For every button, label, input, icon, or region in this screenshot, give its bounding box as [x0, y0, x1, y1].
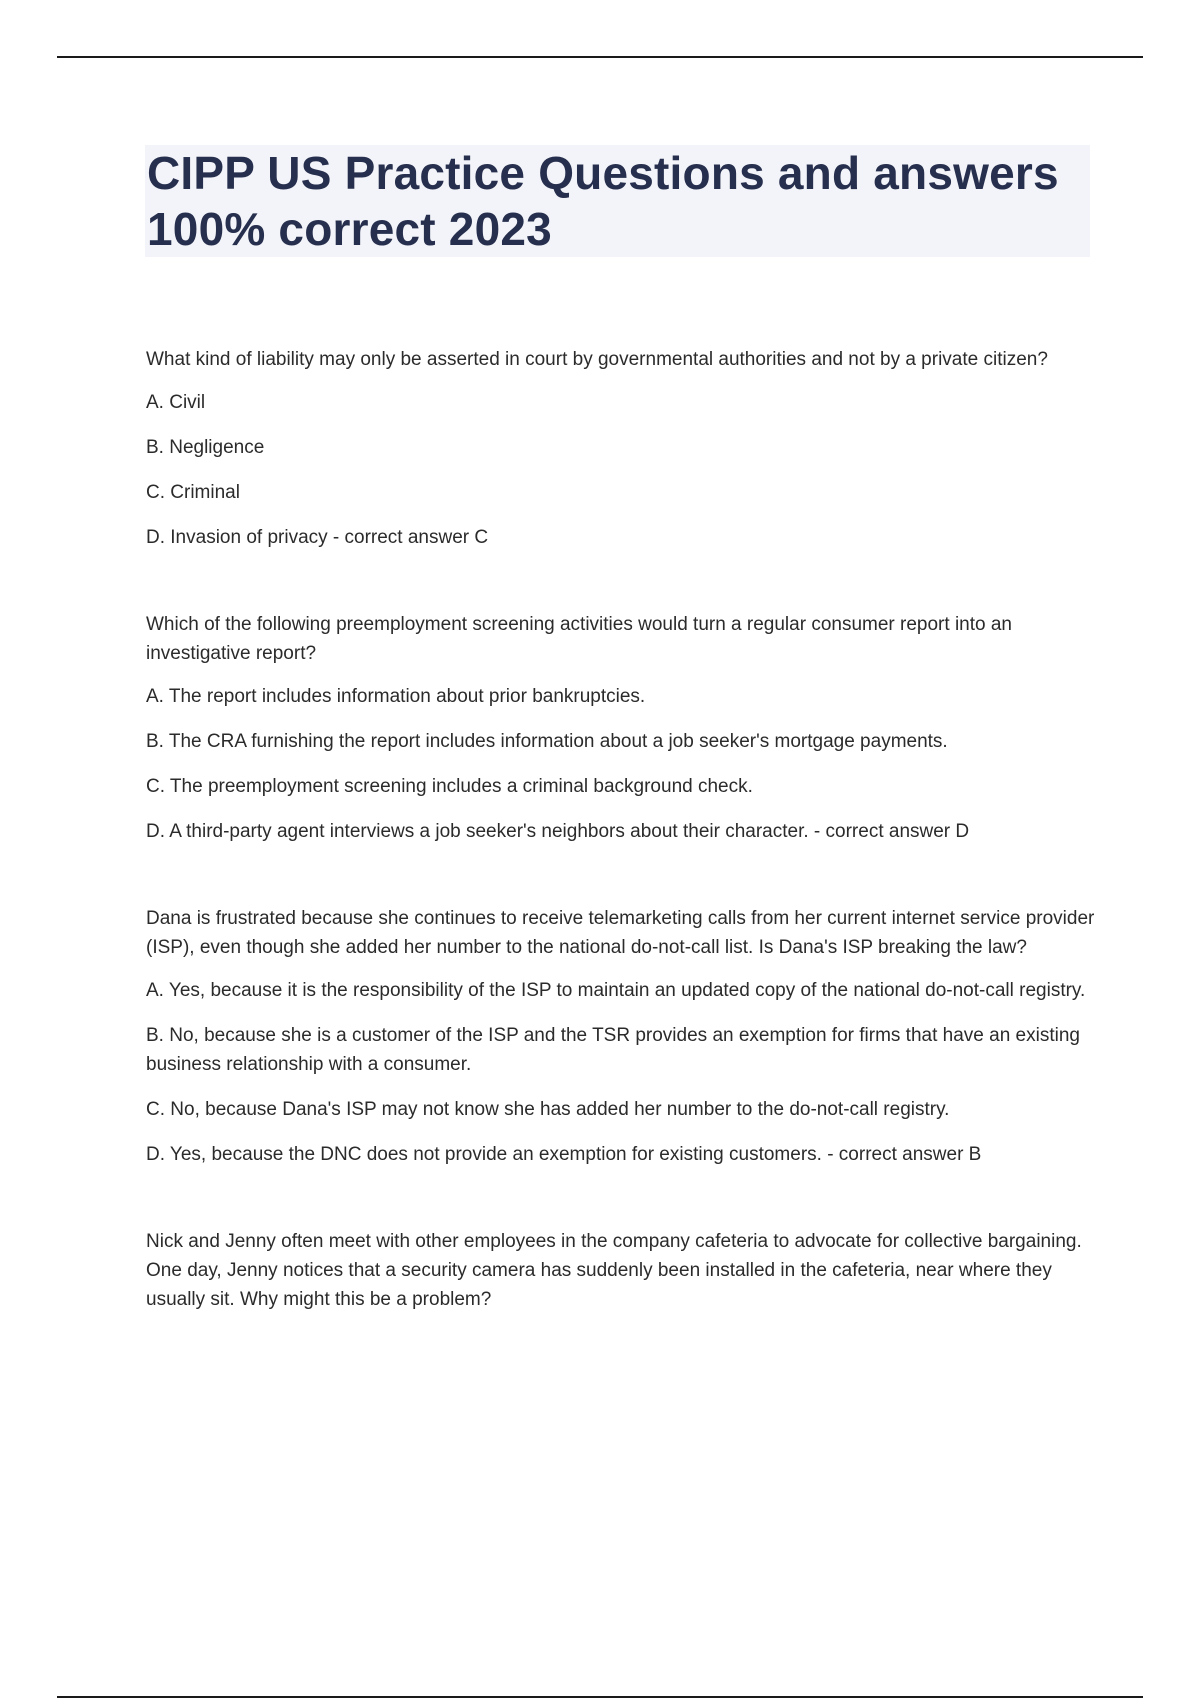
answer-option: A. The report includes information about prior bankruptcies.: [146, 686, 646, 707]
question-block-4: [146, 1227, 1096, 1314]
question-text: Which of the following preemployment screening activities would turn a regular consumer report into an investigative report?: [146, 614, 1012, 664]
answer-option: C. No, because Dana's ISP may not know she has added her number to the do-not-call registry.: [146, 1099, 950, 1120]
answer-option: B. The CRA furnishing the report includes information about a job seeker's mortgage payments.: [146, 731, 948, 752]
answer-option: B. No, because she is a customer of the ISP and the TSR provides an exemption for firms that have an existing business relationship with a consumer.: [146, 1025, 1080, 1075]
answer-option: A. Yes, because it is the responsibility of the ISP to maintain an updated copy of the national do-not-call registry.: [146, 980, 1086, 1001]
question-list: [146, 345, 1096, 1372]
answer-option: C. The preemployment screening includes a criminal background check.: [146, 776, 753, 797]
answer-option: B. Negligence: [146, 437, 265, 458]
answer-option: D. A third-party agent interviews a job seeker's neighbors about their character. - correct answer D: [146, 821, 970, 842]
answer-option: D. Yes, because the DNC does not provide an exemption for existing customers. - correct answer B: [146, 1144, 982, 1165]
bottom-rule: [57, 1696, 1143, 1698]
question-text: Nick and Jenny often meet with other employees in the company cafeteria to advocate for collective bargaining. One day, Jenny notices that a security camera has suddenly been installed in the cafeteria, near where they usually sit. Why might this be a problem?: [146, 1231, 1082, 1310]
question-block-3: [146, 904, 1096, 1169]
document-title: CIPP US Practice Questions and answers 100% correct 2023: [147, 147, 1059, 255]
question-block-2: [146, 610, 1096, 846]
answer-option: D. Invasion of privacy - correct answer C: [146, 527, 489, 548]
question-text: What kind of liability may only be asserted in court by governmental authorities and not by a private citizen?: [146, 349, 1048, 370]
top-rule: [57, 56, 1143, 58]
question-text: Dana is frustrated because she continues to receive telemarketing calls from her current internet service provider (ISP), even though she added her number to the national do-not-call list. Is Dana's ISP breaking the law?: [146, 908, 1095, 958]
answer-option: C. Criminal: [146, 482, 240, 503]
title-banner: [145, 145, 1090, 257]
question-block-1: [146, 345, 1096, 552]
answer-option: A. Civil: [146, 392, 206, 413]
